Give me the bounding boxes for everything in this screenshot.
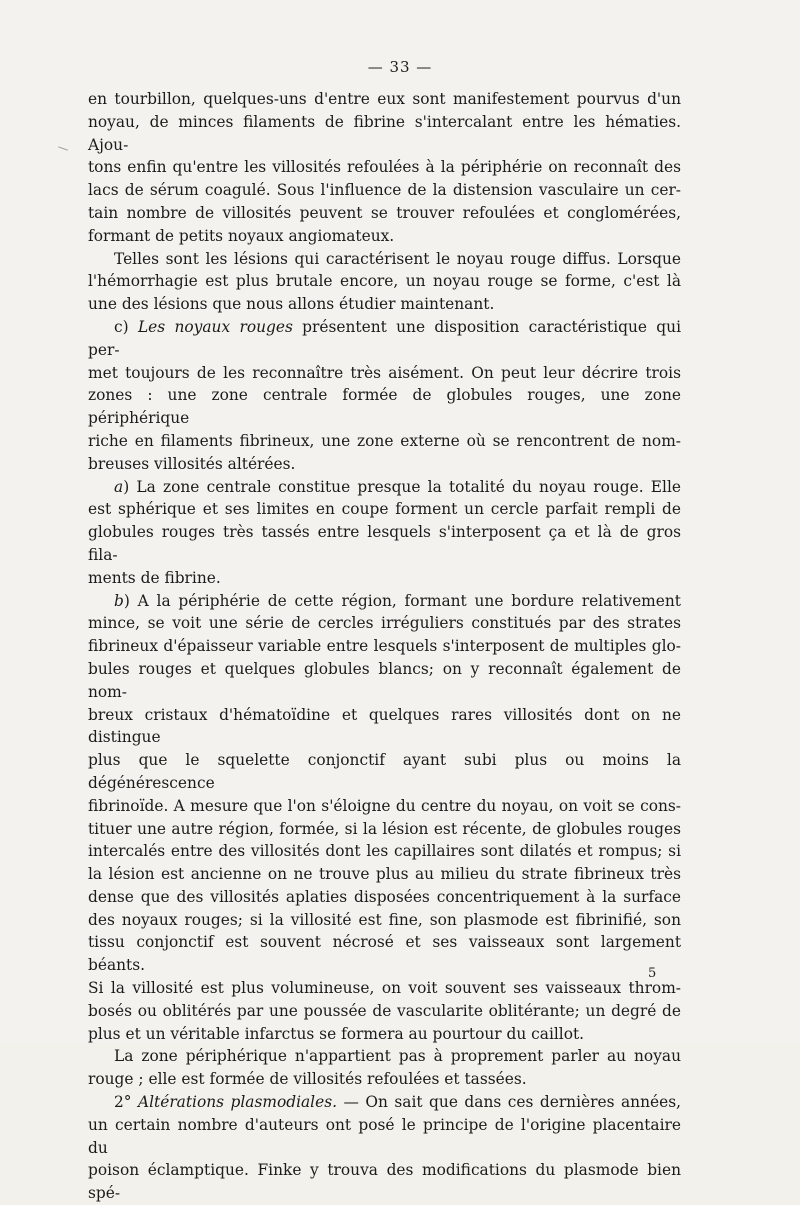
paragraph-3-lead: c) xyxy=(114,317,138,336)
paragraph-1-line-3: tons enfin qu'entre les villosités refoulées à la périphérie on reconnaît des xyxy=(88,158,681,177)
paragraph-5-line-10: la lésion est ancienne on ne trouve plus au milieu du strate fibrineux très xyxy=(88,865,681,884)
paragraph-1-line-6: formant de petits noyaux angiomateux. xyxy=(88,226,395,245)
paragraph-4-lead: ) xyxy=(123,477,137,496)
paragraph-4-line-1 xyxy=(88,476,681,499)
paragraph-5-lead: ) xyxy=(123,591,138,610)
paragraph-7-line-1-text: — On sait que dans ces dernières années, xyxy=(337,1093,681,1112)
paragraph-5-line-6: plus que le squelette conjonctif ayant subi plus ou moins la dégénérescence xyxy=(88,751,681,792)
paragraph-5-line-13: tissu conjonctif est souvent nécrosé et ses vaisseaux sont largement béants. xyxy=(88,933,681,975)
body-text xyxy=(88,88,681,1205)
paragraph-1-line-4: lacs de sérum coagulé. Sous l'influence de la distension vasculaire un cer- xyxy=(88,181,681,200)
paragraph-4-line-1-text: La zone centrale constitue presque la totalité du noyau rouge. Elle xyxy=(136,477,681,496)
signature-mark: 5 xyxy=(648,966,657,981)
paragraph-3-line-1-text: présentent une disposition caractéristique qui per- xyxy=(88,317,681,359)
paragraph-4-line-4: ments de fibrine. xyxy=(88,568,221,587)
paragraph-6-line-1: La zone périphérique n'appartient pas à proprement parler au noyau xyxy=(114,1047,681,1066)
paragraph-5-line-9: intercalés entre des villosités dont les capillaires sont dilatés et rompus; si xyxy=(88,842,681,861)
paragraph-1-line-1: en tourbillon, quelques-uns d'entre eux sont manifestement pourvus d'un xyxy=(88,90,681,108)
paragraph-2-line-3: une des lésions que nous allons étudier maintenant. xyxy=(88,295,495,314)
paragraph-5-line-1-text: A la périphérie de cette région, formant une bordure relativement xyxy=(137,591,681,610)
paragraph-5-line-5: breux cristaux d'hématoïdine et quelques rares villosités dont on ne distingue xyxy=(88,705,681,747)
paragraph-1-line-2: noyau, de minces filaments de fibrine s'intercalant entre les hématies. Ajou- xyxy=(88,112,681,154)
paragraph-5-line-15: bosés ou oblitérés par une poussée de vascularite oblitérante; un degré de xyxy=(88,1001,681,1020)
paragraph-4-line-3: globules rouges très tassés entre lesquels s'interposent ça et là de gros fila- xyxy=(88,523,681,564)
paragraph-3-line-2: met toujours de les reconnaître très aisément. On peut leur décrire trois xyxy=(88,363,681,382)
paragraph-3-line-4: riche en filaments fibrineux, une zone externe où se rencontrent de nom- xyxy=(88,431,681,450)
paragraph-5-line-11: dense que des villosités aplaties disposées concentriquement à la surface xyxy=(88,887,681,906)
paragraph-5-line-12: des noyaux rouges; si la villosité est fine, son plasmode est fibrinifié, son xyxy=(88,910,681,929)
paragraph-3-line-3: zones : une zone centrale formée de globules rouges, une zone périphérique xyxy=(88,386,681,428)
paragraph-5-line-2: mince, se voit une série de cercles irréguliers constitués par des strates xyxy=(88,614,681,633)
paragraph-5-line-16: plus et un véritable infarctus se formera au pourtour du caillot. xyxy=(88,1024,585,1043)
paragraph-5-line-1 xyxy=(88,590,681,613)
paragraph-7-lead-italic: Altérations plasmodiales. xyxy=(137,1093,337,1112)
paragraph-3-lead-italic: Les noyaux rouges xyxy=(137,317,293,336)
paragraph-5-line-7: fibrinoïde. A mesure que l'on s'éloigne du centre du noyau, on voit se cons- xyxy=(88,796,681,815)
margin-pencil-mark xyxy=(58,146,68,150)
paragraph-3-line-1 xyxy=(88,316,681,362)
page-number: — 33 — xyxy=(367,58,433,76)
paragraph-7-line-3: poison éclamptique. Finke y trouva des modifications du plasmode bien spé- xyxy=(88,1161,681,1203)
paragraph-2-line-2: l'hémorrhagie est plus brutale encore, un noyau rouge se forme, c'est là xyxy=(88,272,681,291)
paragraph-3-line-5: breuses villosités altérées. xyxy=(88,454,296,473)
paragraph-6-line-2: rouge ; elle est formée de villosités refoulées et tassées. xyxy=(88,1070,527,1089)
paragraph-2-line-1: Telles sont les lésions qui caractérisent le noyau rouge diffus. Lorsque xyxy=(114,249,681,268)
paragraph-7-line-2: un certain nombre d'auteurs ont posé le principe de l'origine placentaire du xyxy=(88,1115,681,1157)
paragraph-5-lead-italic: b xyxy=(114,591,124,610)
paragraph-5-line-3: fibrineux d'épaisseur variable entre lesquels s'interposent de multiples glo- xyxy=(88,637,681,656)
paragraph-5-line-14: Si la villosité est plus volumineuse, on voit souvent ses vaisseaux throm- xyxy=(88,979,681,998)
paragraph-7-line-1 xyxy=(88,1091,681,1114)
paragraph-4-lead-italic: a xyxy=(114,477,124,496)
paragraph-5-line-4: bules rouges et quelques globules blancs; on y reconnaît également de nom- xyxy=(88,659,681,701)
paragraph-5-line-8: tituer une autre région, formée, si la lésion est récente, de globules rouges xyxy=(88,819,681,838)
paragraph-4-line-2: est sphérique et ses limites en coupe forment un cercle parfait rempli de xyxy=(88,500,681,519)
paragraph-1-line-5: tain nombre de villosités peuvent se trouver refoulées et conglomérées, xyxy=(88,203,681,222)
paragraph-7-lead: 2° xyxy=(114,1093,138,1112)
